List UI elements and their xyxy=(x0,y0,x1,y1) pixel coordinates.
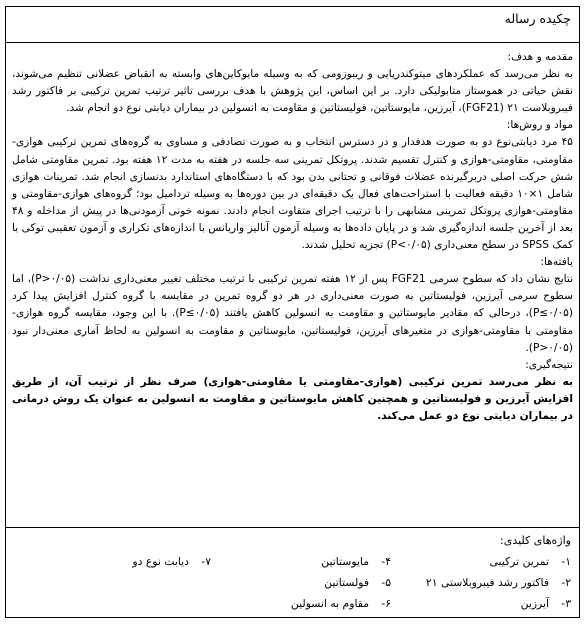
keywords-heading: واژه‌های کلیدی: xyxy=(500,534,571,547)
results-heading: یافته‌ها: xyxy=(540,256,573,269)
keyword-label: فولستاتین xyxy=(324,576,369,589)
keyword-label: تمرین ترکیبی xyxy=(489,555,549,568)
keyword-number: ۱- xyxy=(561,555,571,568)
conclusion-heading: نتیجه‌گیری: xyxy=(525,358,573,371)
abstract-frame xyxy=(5,6,580,618)
keyword-item xyxy=(521,597,571,610)
keyword-item xyxy=(291,597,391,610)
keyword-number: ۷- xyxy=(201,555,211,568)
keywords-divider xyxy=(6,527,579,528)
keyword-label: مقاوم به انسولین xyxy=(290,597,369,610)
keyword-label: آیرزین xyxy=(520,597,549,610)
methods-text: ۴۵ مرد دیابتی‌نوع دو به صورت هدفدار و در دسترس انتخاب و به صورت تصادفی و مساوی به گروه‌های تمرین ترکیبی هوازی-مقاومتی، مقاومتی-هوازی و کنترل تقسیم شدند. پروتکل تمرینی سه جلسه در هفته به مدت ۱۲ هفته بود. تمرین مقاومتی شامل شش حرکت اصلی دربرگیرنده عضلات فوقانی و تحتانی بدن بود که با دستگاه‌های استاندارد بدنسازی انجام شد. تمرینات هوازی شامل ۱×۱۰ دقیقه فعالیت با استراحت‌های فعال یک دقیقه‌ای در بین دوره‌ها به وسیله ترداميل بود؛ گروه‌های هوازی-مقاومتی و مقاومتی-هوازی پروتکل تمرینی مشابهی را با ترتیب اجرای متفاوت انجام دادند. نمونه خونی آزمودنی‌ها در پیش از مداخله و ۴۸ بعد از آخرین جلسه اندازه‌گیری شد و در پایان داده‌ها به وسیله آزمون آنالیز واریانس با اندازه‌های تکراری و آزمون تعقیبی توکی با کمک SPSS در سطح معنی‌داری (P<۰/۰۵) تجزیه تحلیل شدند. xyxy=(12,136,573,252)
conclusion-text: به نظر می‌رسد تمرین ترکیبی (هوازی-مقاومتی یا مقاومتی-هوازی) صرف نظر از ترتیب آن، از طریق افزایش آیرزین و فولیستاتین و همچنین کاهش مایوستاتین و مقاومت به انسولین به عنوان یک روش درمانی در بیماران دیابتی نوع دو عمل می‌کند. xyxy=(12,375,573,422)
title-divider xyxy=(6,42,579,43)
abstract-title: چکیده رساله xyxy=(504,11,571,26)
keyword-number: ۶- xyxy=(381,597,391,610)
keyword-number: ۳- xyxy=(561,597,571,610)
keyword-item xyxy=(132,555,211,568)
keyword-number: ۴- xyxy=(381,555,391,568)
intro-text: به نظر می‌رسد که عملکردهای میتوکندریایی و ریبوزومی که به وسیله مایوکاین‌های وابسته به انقباض عضلانی تنظیم می‌شوند، نقش حیاتی در هموستاز متابولیکی دارد. بر این اساس، این پژوهش با هدف بررسی تاثیر ترتیب تمرین ترکیبی بر فاکتور رشد فیبروبلاست ۲۱ (FGF21)، آیرزین، مایوستاتین، فولیستاتین و مقاومت به انسولین در بیماران دیابتی نوع دو انجام شد. xyxy=(12,68,573,115)
abstract-body xyxy=(12,49,573,425)
keywords-list xyxy=(14,555,571,617)
keyword-item xyxy=(426,576,571,589)
keyword-label: دیابت نوع دو xyxy=(132,555,189,568)
keyword-item xyxy=(490,555,571,568)
keyword-label: فاکتور رشد فیبروبلاستی ۲۱ xyxy=(425,576,549,589)
intro-heading: مقدمه و هدف: xyxy=(507,51,573,63)
keyword-label: مایوستاتین xyxy=(321,555,369,568)
methods-heading: مواد و روش‌ها: xyxy=(506,119,573,132)
keyword-item xyxy=(324,576,391,589)
keyword-item xyxy=(321,555,391,568)
results-text: نتایج نشان داد که سطوح سرمی FGF21 پس از ۱۲ هفته تمرین ترکیبی با ترتیب مختلف تغییر معنی‌داری نداشت (P>۰/۰۵)، اما سطوح سرمی آیرزین، فولیستاتین به صورت معنی‌داری در هر دو گروه تمرین در مقایسه با گروه کنترل افزایش پیدا کرد (P≤۰/۰۵)، درحالی که مقادیر مایوستاتین و مقاومت به انسولین کاهش یافتند (P≤۰/۰۵). با این وجود، مقایسه گروه هوازی-مقاومتی با مقاومتی-هوازی در متغیرهای آیرزین، فولیستاتین، مایوستاتین و مقاومت به انسولین به لحاظ آماری معنی‌دار نبود (P>۰/۰۵). xyxy=(12,273,574,354)
keyword-number: ۲- xyxy=(561,576,571,589)
keyword-number: ۵- xyxy=(381,576,391,589)
